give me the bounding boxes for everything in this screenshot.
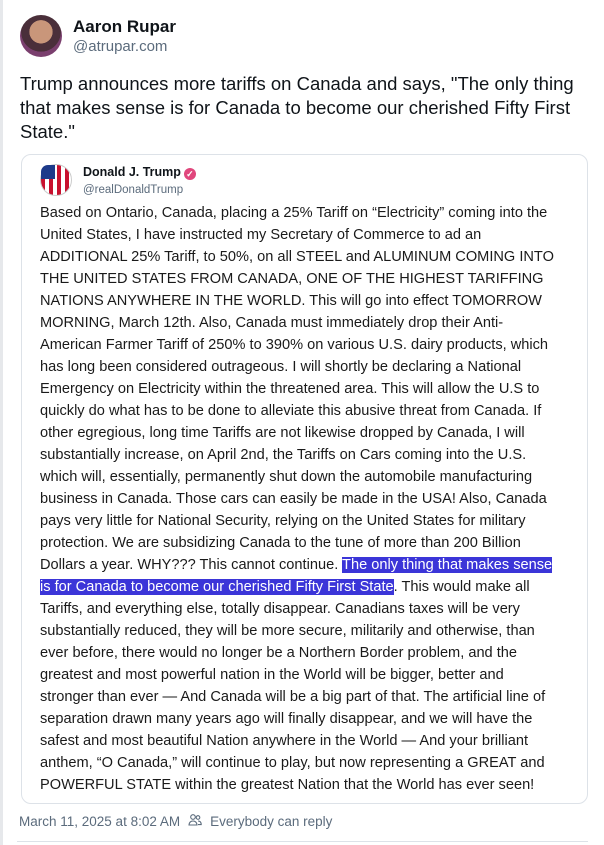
text-line: stronger than ever — And Canada will be a big part of that. The artificial line of	[40, 689, 546, 705]
quoted-avatar	[40, 164, 72, 196]
text-line: POWERFUL STATE within the greatest Nation that the World has ever seen!	[40, 777, 535, 793]
text-line: safest and most beautiful Nation anywhere in the World — And your brilliant	[40, 733, 529, 749]
author-name[interactable]: Aaron Rupar	[73, 17, 176, 36]
text-line: Based on Ontario, Canada, placing a 25% Tariff on “Electricity” coming into the	[40, 205, 548, 221]
post-text: Trump announces more tariffs on Canada and says, "The only thing that makes sense is for Canada to become our cherished Fifty First State."	[20, 73, 574, 142]
text-line: quickly do what has to be done to alleviate this abusive threat from Canada. If	[40, 403, 542, 419]
text-line: substantially reduced, they will be more secure, militarily and otherwise, than	[40, 623, 535, 639]
text-line: substantially increase, on April 2nd, the Tariffs on Cars coming into the U.S.	[40, 447, 527, 463]
post-meta	[19, 813, 332, 830]
quoted-post-body	[40, 202, 554, 796]
text-line: Dollars a year. WHY??? This cannot continue. The only thing that makes sense	[40, 557, 553, 573]
text-line: Tariffs, and everything else, totally disappear. Canadians taxes will be very	[40, 601, 520, 617]
text-line: MORNING, March 12th. Also, Canada must immediately drop their Anti-	[40, 315, 504, 331]
highlighted-text: The only thing that makes sense	[342, 557, 553, 573]
divider	[17, 841, 588, 842]
quoted-post-card[interactable]	[21, 154, 588, 804]
text-line: anthem, “O Canada,” will continue to play, but now representing a GREAT and	[40, 755, 545, 771]
timestamp[interactable]: March 11, 2025 at 8:02 AM	[19, 814, 181, 829]
text-line: Emergency on Electricity within the threatened area. This will allow the U.S to	[40, 381, 540, 397]
text-line: has long been considered outrageous. I will shortly be declaring a National	[40, 359, 522, 375]
text-line: separation drawn many years ago will finally disappear, and we will have the	[40, 711, 533, 727]
text-line: ever before, there would no longer be a Northern Border problem, and the	[40, 645, 518, 661]
text-line: THE UNITED STATES FROM CANADA, ONE OF THE HIGHEST TARIFFING	[40, 271, 544, 287]
reply-setting: Everybody can reply	[210, 814, 333, 829]
author-avatar[interactable]	[20, 15, 62, 57]
text-line: which will, essentially, permanently shut down the automobile manufacturing	[40, 469, 533, 485]
text-line: NATIONS ANYWHERE IN THE WORLD. This will go into effect TOMORROW	[40, 293, 542, 309]
text-line: American Farmer Tariff of 250% to 390% on various U.S. dairy products, which	[40, 337, 549, 353]
text-line: United States, I have instructed my Secretary of Commerce to ad an	[40, 227, 482, 243]
text-line: is for Canada to become our cherished Fifty First State. This would make all	[40, 579, 530, 595]
text-line: greatest and most powerful nation in the World will be bigger, better and	[40, 667, 504, 683]
author-handle[interactable]: @atrupar.com	[73, 38, 168, 55]
text-line: ADDITIONAL 25% Tariff, to 50%, on all STEEL and ALUMINUM COMING INTO	[40, 249, 554, 265]
quoted-author-handle: @realDonaldTrump	[83, 184, 184, 196]
verified-badge-icon: ✓	[184, 168, 196, 180]
text-line: business in Canada. Those cars can easily be made in the USA! Also, Canada	[40, 491, 547, 507]
quoted-author-name: Donald J. Trump ✓	[83, 165, 196, 180]
people-icon	[188, 813, 202, 830]
text-line: other egregious, long time Tariffs are not likewise dropped by Canada, I will	[40, 425, 525, 441]
highlighted-text: is for Canada to become our cherished Fifty First State	[40, 579, 394, 595]
text-line: protection. We are subsidizing Canada to the tune of more than 200 Billion	[40, 535, 521, 551]
text-line: pays very little for National Security, relying on the United States for military	[40, 513, 526, 529]
